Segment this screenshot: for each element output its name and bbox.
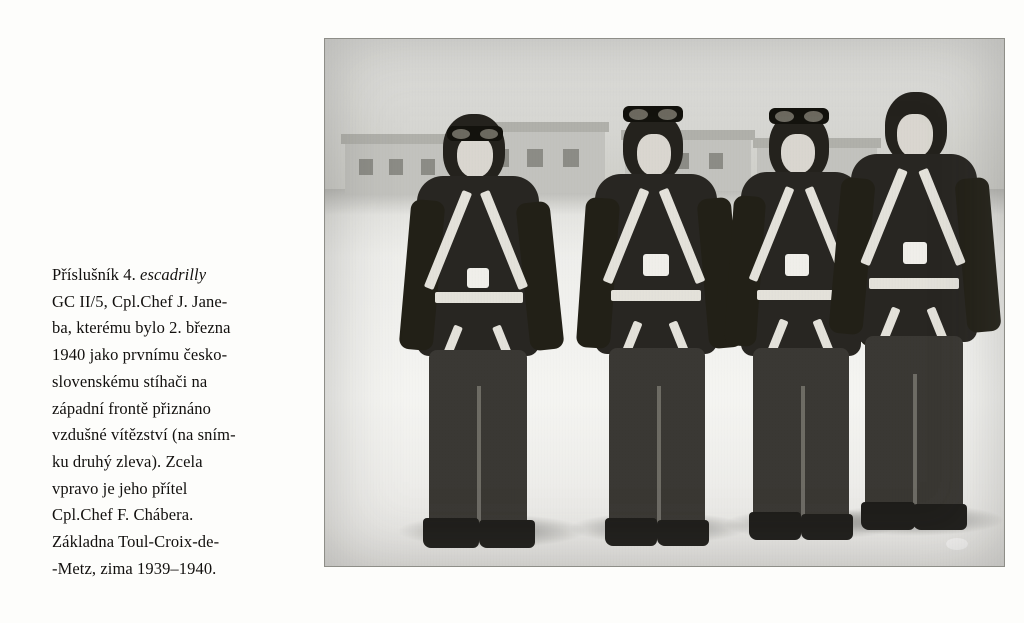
caption-line: Příslušník 4. escadrilly [52,265,207,284]
leg-separation [801,386,805,524]
goggle-lens [480,129,498,139]
goggle-lens [452,129,470,139]
face [781,134,815,174]
caption-line: 1940 jako prvnímu česko- [52,345,228,365]
caption-line: Základna Toul-Croix-de- [52,532,220,552]
leg-separation [657,386,661,530]
window [359,159,373,175]
goggles [769,108,829,124]
caption-line: ba, kterému bylo 2. března [52,318,231,338]
flight-boot [479,520,535,548]
face [457,136,493,178]
airman-second-from-left [573,98,743,560]
goggle-lens [658,109,677,120]
flight-boot [913,504,967,530]
airman-right [823,92,999,550]
goggles [623,106,683,122]
photo-caption [52,262,297,583]
goggle-lens [629,109,648,120]
goggle-lens [775,111,794,122]
caption-line: slovenskému stíhači na [52,371,208,391]
face [897,114,933,158]
caption-line: ku druhý zleva). Zcela [52,452,203,472]
harness-buckle [467,268,489,288]
parachute-strap [611,290,701,301]
caption-line: vpravo je jeho přítel [52,478,188,498]
leg-separation [913,374,917,514]
caption-line: GC II/5, Cpl.Chef J. Jane- [52,291,228,311]
historical-photograph [325,39,1004,566]
flight-boot [657,520,709,546]
leg-separation [477,386,481,528]
goggles [447,126,503,141]
caption-line: vzdušné vítězství (na sním- [52,425,236,445]
caption-line: západní frontě přiznáno [52,398,211,418]
photo-corner-artifact [946,538,968,550]
harness-buckle [643,254,669,276]
harness-buckle [903,242,927,264]
photo-canvas [325,39,1004,566]
caption-line: -Metz, zima 1939–1940. [52,558,217,578]
flight-boot [605,518,657,546]
parachute-strap [869,278,959,289]
harness-buckle [785,254,809,276]
flight-boot [423,518,479,548]
parachute-strap [435,292,523,303]
flight-boot [749,512,801,540]
caption-line: Cpl.Chef F. Chábera. [52,505,194,525]
goggle-lens [804,111,823,122]
airman-left [395,110,565,560]
face [637,134,671,176]
flight-boot [861,502,915,530]
caption-italic-term: escadrilly [140,265,207,284]
